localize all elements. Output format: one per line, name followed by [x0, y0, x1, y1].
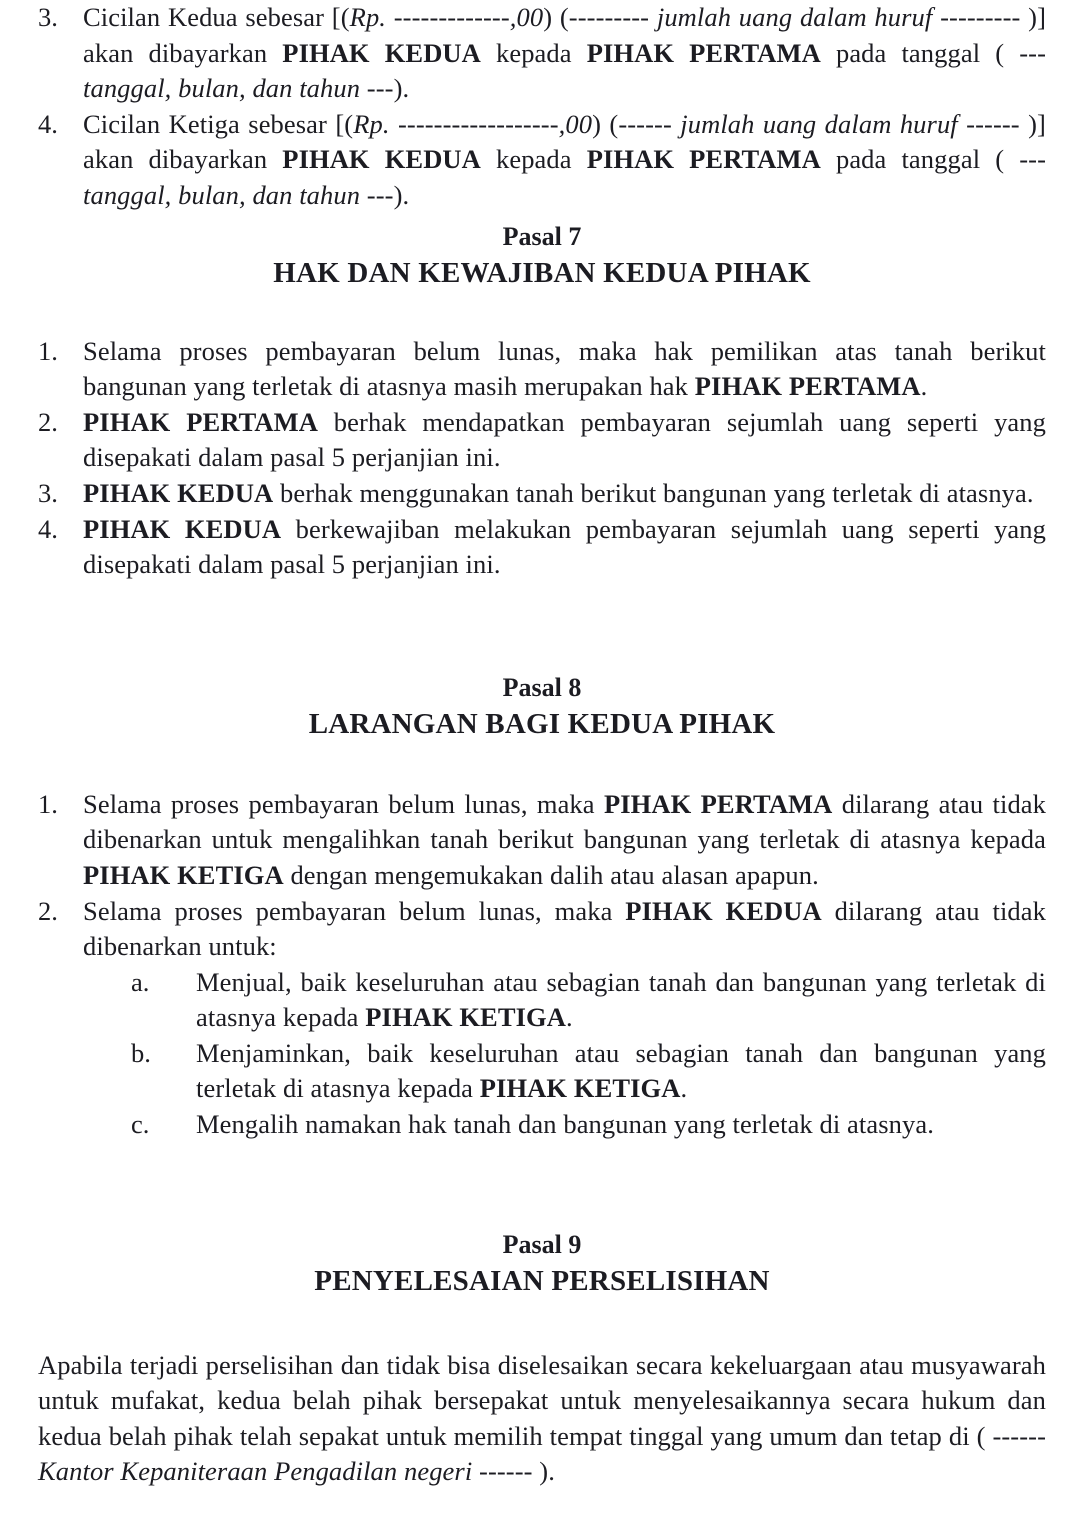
list-marker: 3.	[38, 477, 58, 508]
list-marker: 2.	[38, 895, 58, 926]
list-item	[38, 334, 1046, 405]
list-item-text: Cicilan Kedua sebesar [(Rp. -------------,00) (--------- jumlah uang dalam huruf --------- )] akan dibayarkan PIHAK KEDUA kepada PIHAK PERTAMA pada tanggal ( --- tanggal, bulan, dan tahun ---).	[83, 2, 1047, 104]
sublist-item-text: Menjual, baik keseluruhan atau sebagian tanah dan bangunan yang terletak di atasnya kepada PIHAK KETIGA.	[196, 966, 1046, 1033]
pasal-8-sublist	[83, 965, 1046, 1143]
list-item-text: Selama proses pembayaran belum lunas, maka PIHAK PERTAMA dilarang atau tidak dibenarkan untuk mengalihkan tanah berikut bangunan yang terletak di atasnya kepada PIHAK KETIGA dengan mengemukakan dalih atau alasan apapun.	[83, 788, 1047, 890]
pasal-7-title: HAK DAN KEWAJIBAN KEDUA PIHAK	[273, 256, 811, 289]
sublist-item-text: Mengalih namakan hak tanah dan bangunan yang terletak di atasnya.	[196, 1109, 934, 1140]
sublist-item	[131, 965, 1046, 1036]
list-marker: 4.	[38, 108, 58, 139]
pasal-7-list	[38, 334, 1046, 583]
sublist-item	[131, 1107, 1046, 1143]
list-item-text: Selama proses pembayaran belum lunas, maka hak pemilikan atas tanah berikut bangunan yang terletak di atasnya masih merupakan hak PIHAK PERTAMA.	[83, 335, 1046, 402]
list-marker: 2.	[38, 406, 58, 437]
list-item	[38, 107, 1046, 214]
pasal-9-title: PENYELESAIAN PERSELISIHAN	[314, 1264, 770, 1297]
continued-numbered-list	[38, 0, 1046, 214]
pasal-8-number: Pasal 8	[502, 672, 582, 702]
pasal-9-number: Pasal 9	[502, 1229, 582, 1259]
list-item	[38, 512, 1046, 583]
list-marker: 3.	[38, 2, 58, 32]
list-marker: 1.	[38, 335, 58, 366]
spacer	[38, 1300, 1046, 1348]
sublist-marker: c.	[131, 1109, 150, 1140]
list-item-text: PIHAK PERTAMA berhak mendapatkan pembayaran sejumlah uang seperti yang disepakati dalam pasal 5 perjanjian ini.	[83, 406, 1046, 473]
list-item-text: Cicilan Ketiga sebesar [(Rp. ------------------,00) (------ jumlah uang dalam huruf ------ )] akan dibayarkan PIHAK KEDUA kepada PIHAK PERTAMA pada tanggal ( --- tanggal, bulan, dan tahun ---).	[83, 108, 1046, 210]
list-item	[38, 405, 1046, 476]
sublist-marker: b.	[131, 1037, 151, 1068]
list-item	[38, 476, 1046, 512]
spacer	[38, 583, 1046, 671]
spacer	[38, 743, 1046, 787]
list-marker: 4.	[38, 513, 58, 544]
list-item-text: Selama proses pembayaran belum lunas, maka PIHAK KEDUA dilarang atau tidak dibenarkan untuk:	[83, 895, 1046, 962]
pasal-9-body: Apabila terjadi perselisihan dan tidak bisa diselesaikan secara kekeluargaan atau musyawarah untuk mufakat, kedua belah pihak bersepakat untuk menyelesaikannya secara hukum dan kedua belah pihak telah sepakat untuk memilih tempat tinggal yang umum dan tetap di ( ------ Kantor Kepaniteraan Pengadilan negeri ------ ).	[38, 1349, 1046, 1487]
pasal-7-number: Pasal 7	[502, 221, 582, 251]
pasal-8-title: LARANGAN BAGI KEDUA PIHAK	[308, 707, 776, 740]
sublist-marker: a.	[131, 966, 150, 997]
pasal-8-list	[38, 787, 1046, 1143]
list-item	[38, 0, 1046, 107]
list-item-text: PIHAK KEDUA berhak menggunakan tanah berikut bangunan yang terletak di atasnya.	[83, 477, 1034, 508]
list-item-text: PIHAK KEDUA berkewajiban melakukan pembayaran sejumlah uang seperti yang disepakati dalam pasal 5 perjanjian ini.	[83, 513, 1046, 580]
list-item	[38, 787, 1046, 894]
spacer	[38, 1143, 1046, 1228]
list-item	[38, 894, 1046, 1143]
spacer	[38, 292, 1046, 334]
sublist-item-text: Menjaminkan, baik keseluruhan atau sebagian tanah dan bangunan yang terletak di atasnya kepada PIHAK KETIGA.	[196, 1037, 1046, 1104]
list-marker: 1.	[38, 788, 58, 819]
sublist-item	[131, 1036, 1046, 1107]
